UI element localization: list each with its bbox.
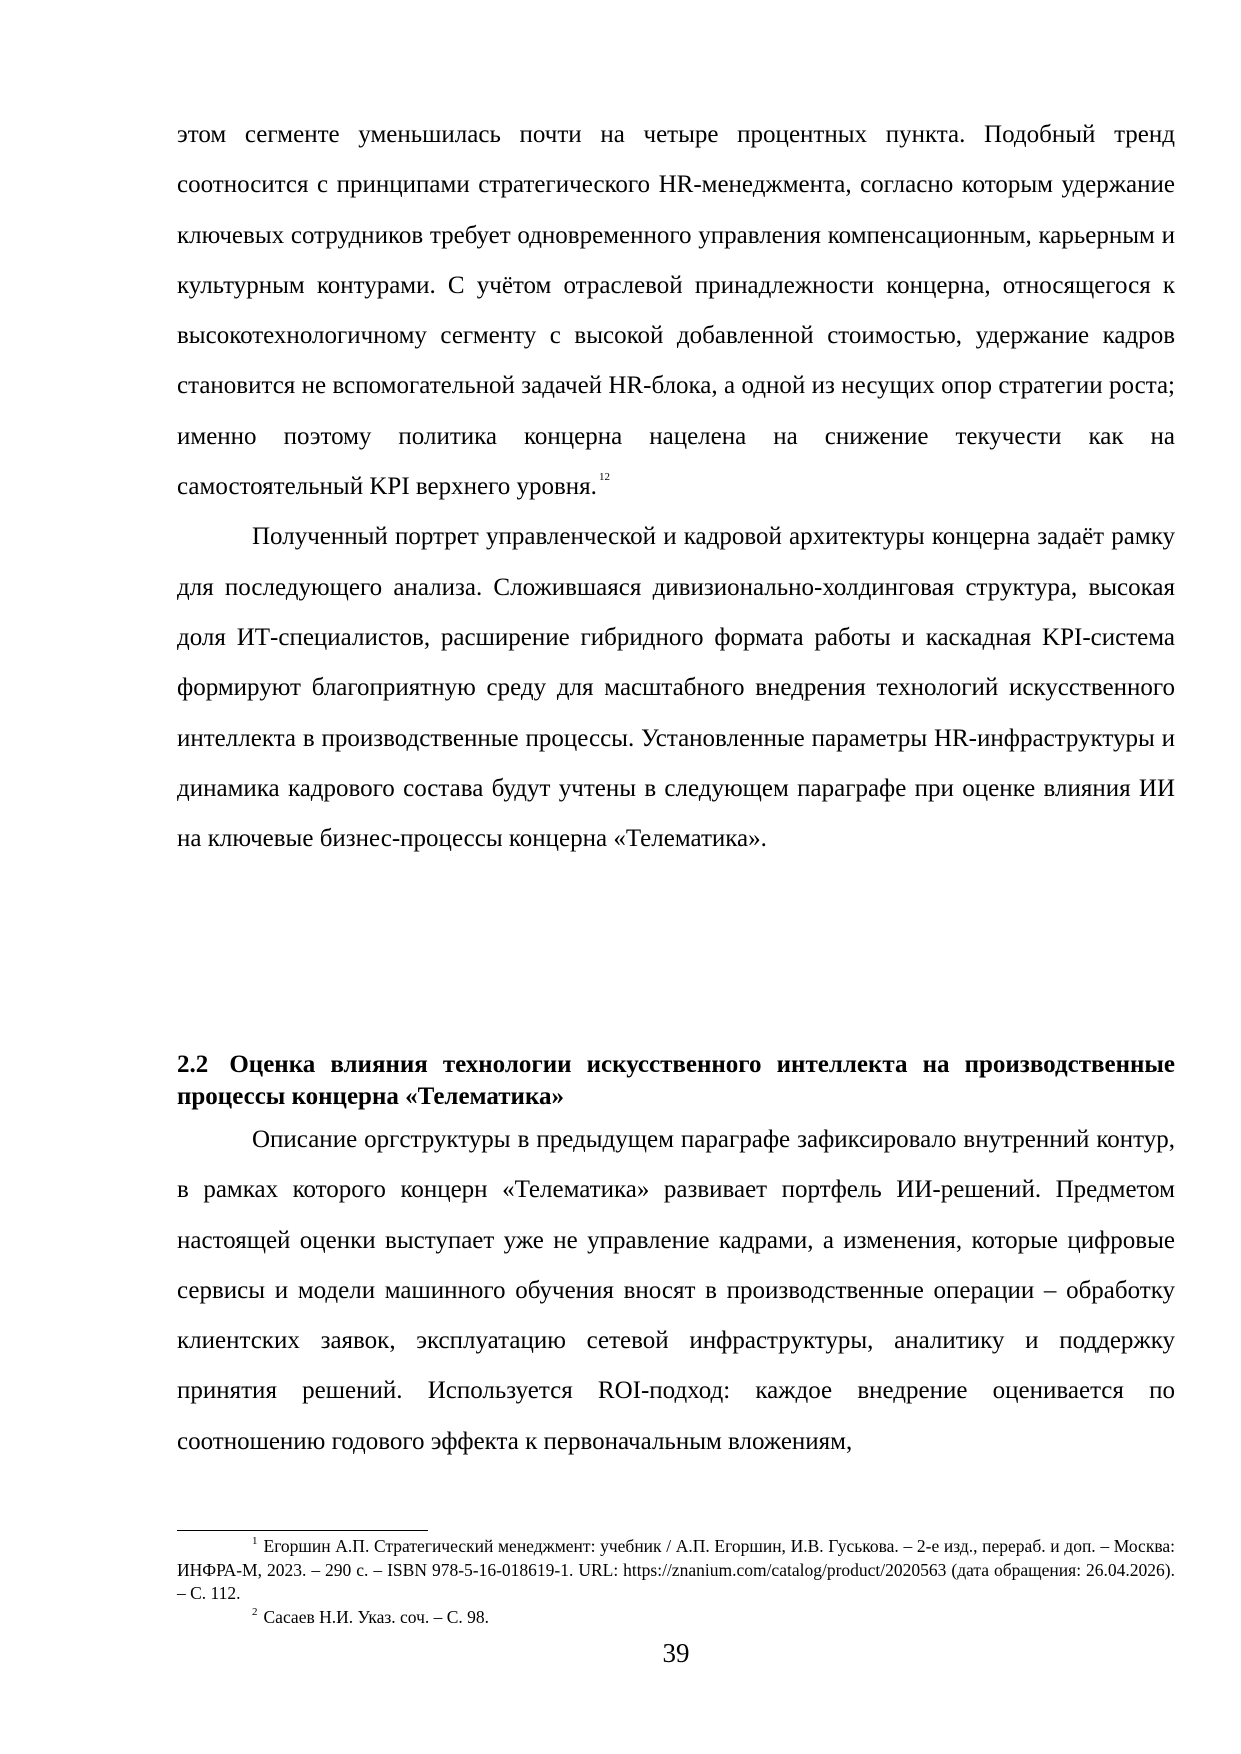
paragraph: Описание оргструктуры в предыдущем параграфе зафиксировало внутренний контур, в рамках которого концерн «Телематика» развивает портфель ИИ-решений. Предметом настоящей оценки выступает уже не управление кадрами, а изменения, которые цифровые сервисы и модели машинного обучения вносят в производственные операции – обработку клиентских заявок, эксплуатацию сетевой инфраструктуры, аналитику и поддержку принятия решений. Используется ROI-подход: каждое внедрение оценивается по соотношению годового эффекта к первоначальным вложениям, [177,1126,1175,1455]
paragraph: Полученный портрет управленческой и кадровой архитектуры концерна задаёт рамку для последующего анализа. Сложившаяся дивизионально-холдинговая структура, высокая доля ИТ-специалистов, расширение гибридного формата работы и каскадная KPI-система формируют благоприятную среду для масштабного внедрения технологий искусственного интеллекта в производственные процессы. Установленные параметры HR-инфраструктуры и динамика кадрового состава будут учтены в следующем параграфе при оценке влияния ИИ на ключевые бизнес-процессы концерна «Телематика». [177,523,1175,853]
footnote-reference: 12 [598,471,610,484]
body-text-top [177,110,1175,864]
page-number: 39 [662,1638,690,1668]
footnote-text: Егоршин А.П. Стратегический менеджмент: учебник / А.П. Егоршин, И.В. Гуськова. – 2-е изд., перераб. и доп. – Москва: ИНФРА-М, 2023. – 290 с. – ISBN 978-5-16-018619-1. URL: https://znanium.com/catalog/product/2020563 (дата обращения: 26.04.2026). – С. 112. [177,1536,1175,1603]
footnote-marker: 2 [252,1605,258,1618]
paragraph [177,110,1175,512]
footnotes [177,1535,1175,1629]
paragraph-text: этом сегменте уменьшилась почти на четыре процентных пункта. Подобный тренд соотносится с принципами стратегического HR-менеджмента, согласно которым удержание ключевых сотрудников требует одновременного управления компенсационным, карьерным и культурным контурами. С учётом отраслевой принадлежности концерна, относящегося к высокотехнологичному сегменту с высокой добавленной стоимостью, удержание кадров становится не вспомогательной задачей HR-блока, а одной из несущих опор стратегии роста; именно поэтому политика концерна нацелена на снижение текучести как на самостоятельный KPI верхнего уровня. [177,121,1175,501]
footnote-text: Сасаев Н.И. Указ. соч. – С. 98. [263,1606,490,1627]
footnote-separator [177,1530,428,1531]
footnote [177,1606,1175,1630]
section-number: 2.2 [177,1051,209,1078]
footnote-marker: 1 [252,1535,258,1547]
section-title: Оценка влияния технологии искусственного интеллекта на производственные процессы концерна «Телематика» [177,1051,1175,1110]
section-heading [177,1049,1175,1113]
body-text-bottom [177,1115,1175,1467]
footnote [177,1535,1175,1606]
